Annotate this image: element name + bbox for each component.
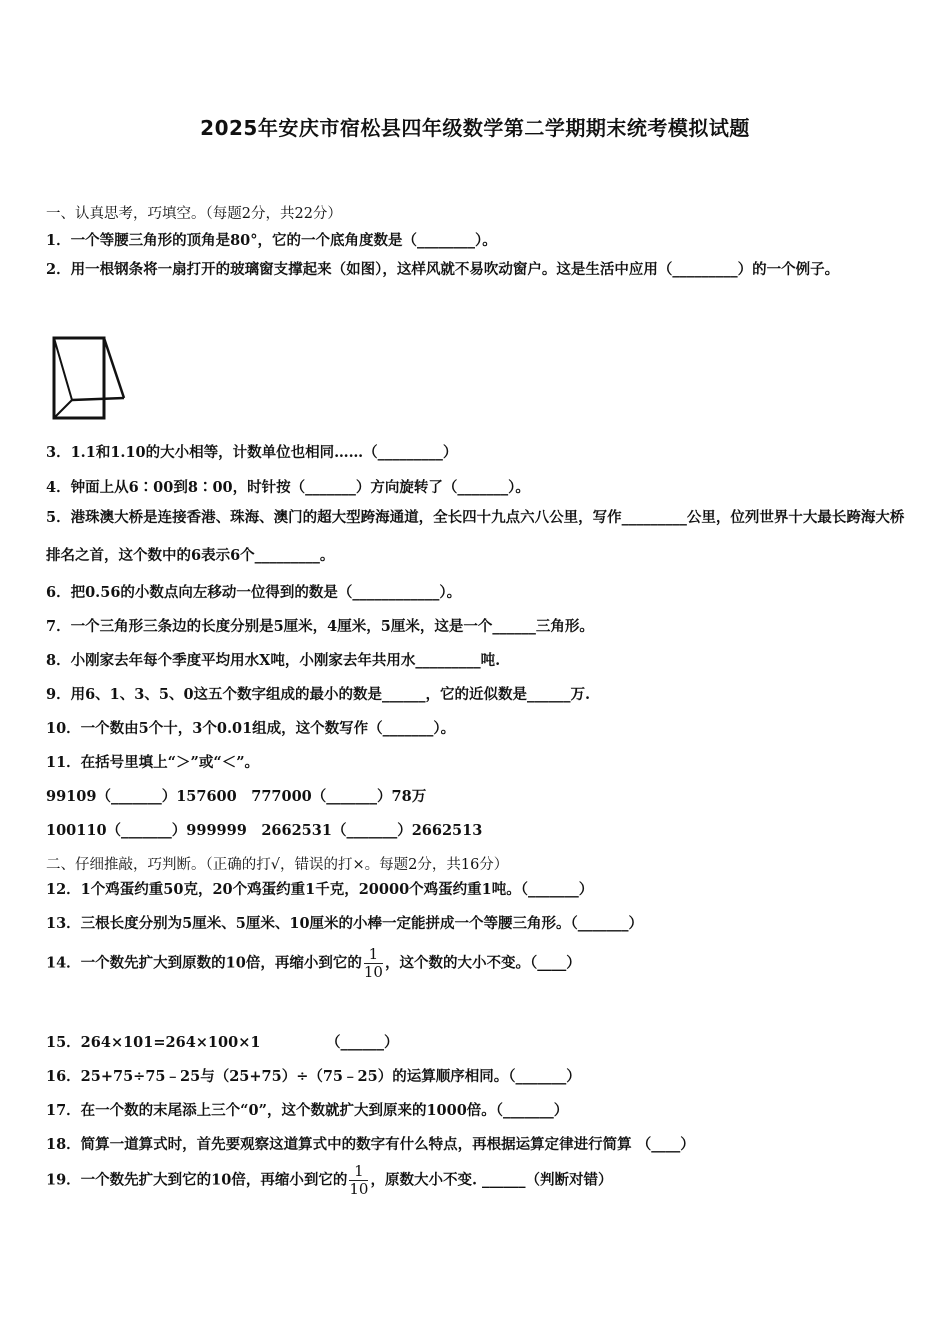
question-5: 5．港珠澳大桥是连接香港、珠海、澳门的超大型跨海通道，全长四十九点六八公里，写作_________公里，位列世界十大最长跨海大桥排名之首，这个数中的6表示6个_________。: [46, 509, 905, 564]
fraction-denominator: 10: [363, 963, 383, 981]
question-19-suffix: ，原数大小不变. ______（判断对错）: [370, 1171, 613, 1189]
question-10: 10．一个数由5个十，3个0.01组成，这个数写作（_______）。: [46, 720, 456, 737]
question-19-text: 19．一个数先扩大到它的10倍，再缩小到它的: [46, 1171, 348, 1189]
question-7: 7．一个三角形三条边的长度分别是5厘米，4厘米，5厘米，这是一个______三角形。: [46, 618, 594, 635]
fraction-numerator: 1: [349, 1163, 368, 1181]
question-1: 1．一个等腰三角形的顶角是80°，它的一个底角度数是（________）。: [46, 232, 497, 249]
question-16: 16．25+75÷75﹣25与（25+75）÷（75﹣25）的运算顺序相同。（_______）: [46, 1068, 581, 1085]
question-14: [46, 946, 581, 981]
question-19: [46, 1163, 613, 1198]
fraction-denominator: 10: [349, 1180, 369, 1198]
question-14-suffix: ，这个数的大小不变。（____）: [384, 954, 581, 972]
question-9: 9．用6、1、3、5、0这五个数字组成的最小的数是______，它的近似数是______万.: [46, 686, 591, 703]
question-6: 6．把0.56的小数点向左移动一位得到的数是（____________）。: [46, 584, 462, 601]
question-15: 15．264×101=264×100×1: [46, 1034, 261, 1051]
question-3: 3．1.1和1.10的大小相等，计数单位也相同……（_________）: [46, 444, 458, 461]
page-title: 2025年安庆市宿松县四年级数学第二学期期末统考模拟试题: [200, 116, 750, 140]
question-15-blank: （______）: [326, 1034, 399, 1051]
question-11: 11．在括号里填上“＞”或“＜”。: [46, 754, 260, 771]
question-12: 12．1个鸡蛋约重50克，20个鸡蛋约重1千克，20000个鸡蛋约重1吨。（_______）: [46, 881, 594, 898]
question-8: 8．小刚家去年每个季度平均用水X吨，小刚家去年共用水_________吨.: [46, 652, 501, 669]
window-support-figure: [50, 334, 128, 424]
question-11-row-1: 99109（_______）157600 777000（_______）78万: [46, 788, 427, 805]
question-14-text: 14．一个数先扩大到原数的10倍，再缩小到它的: [46, 954, 362, 972]
section-2-heading: 二、仔细推敲，巧判断。（正确的打√，错误的打×。每题2分，共16分）: [46, 857, 509, 873]
fraction: [349, 1163, 368, 1198]
question-2: 2．用一根钢条将一扇打开的玻璃窗支撑起来（如图），这样风就不易吹动窗户。这是生活中应用（_________）的一个例子。: [46, 261, 840, 278]
question-13: 13．三根长度分别为5厘米、5厘米、10厘米的小棒一定能拼成一个等腰三角形。（_______）: [46, 915, 644, 932]
section-1-heading: 一、认真思考，巧填空。（每题2分，共22分）: [46, 206, 342, 222]
question-18: 18．简算一道算式时，首先要观察这道算式中的数字有什么特点，再根据运算定律进行简算 （____）: [46, 1136, 695, 1153]
fraction-numerator: 1: [364, 946, 383, 964]
fraction: [364, 946, 383, 981]
question-17: 17．在一个数的末尾添上三个“0”，这个数就扩大到原来的1000倍。（_______）: [46, 1102, 569, 1119]
question-11-row-2: 100110（_______）999999 2662531（_______）2662513: [46, 822, 483, 839]
question-4: 4．钟面上从6∶00到8∶00，时针按（_______）方向旋转了（_______）。: [46, 479, 530, 496]
